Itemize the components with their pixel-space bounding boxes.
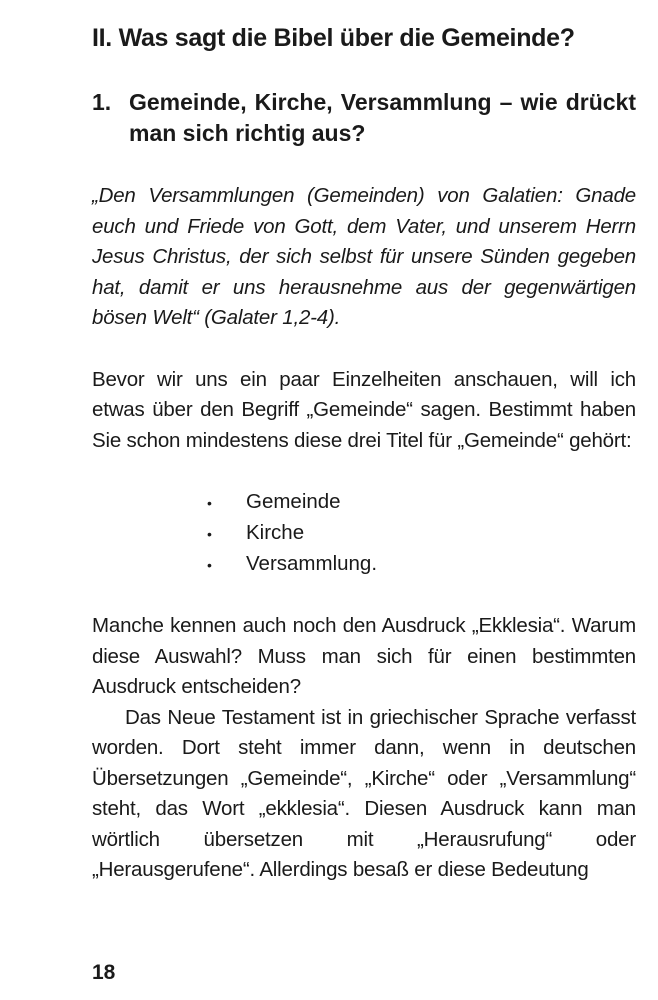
- list-item: [207, 518, 636, 549]
- list-item-label: Versammlung.: [246, 552, 378, 575]
- bullet-icon: •: [207, 557, 212, 573]
- chapter-title: II. Was sagt die Bibel über die Gemeinde?: [92, 24, 575, 52]
- bullet-icon: •: [207, 495, 212, 511]
- bible-quote: „Den Versammlungen (Gemeinden) von Galatien: Gnade euch und Friede von Gott, dem Vater, und unserem Herrn Jesus Christus, der sich selbst für unsere Sünden gegeben hat, damit er uns herausnehme aus der gegenwärtigen bösen Welt“ (Galater 1,2-4).: [92, 184, 636, 329]
- paragraph-new-testament: Das Neue Testament ist in griechischer Sprache verfasst worden. Dort steht immer dann, wenn in deutschen Übersetzungen „Gemeinde“, „Kirche“ oder „Versammlung“ steht, das Wort „ekklesia“. Diesen Ausdruck kann man wörtlich übersetzen mit „Herausrufung“ oder „Herausgerufene“. Allerdings besaß er diese Bedeutung: [92, 705, 636, 881]
- list-item: [207, 549, 636, 580]
- section-heading: [92, 87, 636, 149]
- bullet-list: [92, 487, 636, 580]
- paragraph-intro: Bevor wir uns ein paar Einzelheiten anschauen, will ich etwas über den Begriff „Gemeinde“ sagen. Bestimmt haben Sie schon mindestens diese drei Titel für „Gemeinde“ gehört:: [92, 367, 636, 452]
- list-item-label: Gemeinde: [246, 490, 341, 513]
- list-item-label: Kirche: [246, 521, 305, 544]
- book-page: [92, 22, 636, 886]
- bullet-icon: •: [207, 526, 212, 542]
- page-number: 18: [92, 961, 116, 984]
- list-item: [207, 487, 636, 518]
- paragraph-ekklesia: Manche kennen auch noch den Ausdruck „Ekklesia“. Warum diese Auswahl? Muss man sich für einen bestimmten Ausdruck entscheiden?: [92, 614, 636, 698]
- section-number: 1.: [92, 89, 112, 115]
- section-title: Gemeinde, Kirche, Versammlung – wie drückt man sich richtig aus?: [129, 89, 636, 146]
